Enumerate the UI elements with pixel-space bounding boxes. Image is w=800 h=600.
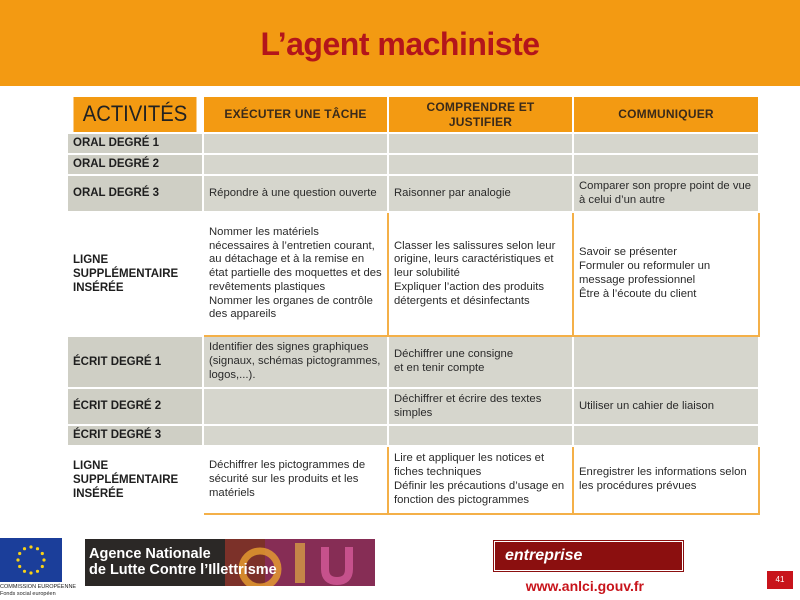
table-cell bbox=[573, 336, 759, 388]
table-cell: Déchiffrer une consigne et en tenir compte bbox=[388, 336, 573, 388]
anlci-line1: Agence Nationale bbox=[89, 546, 211, 562]
table-cell bbox=[573, 133, 759, 154]
row-label: ORAL DEGRÉ 3 bbox=[67, 175, 203, 212]
slide-title: L’agent machiniste bbox=[260, 26, 540, 62]
enterprise-label: entreprise bbox=[505, 547, 583, 564]
table-cell bbox=[203, 154, 388, 175]
anlci-name bbox=[89, 547, 277, 578]
table-cell: Comparer son propre point de vue à celui d’un autre bbox=[573, 175, 759, 212]
eu-caption: COMMISSION EUROPÉENNE Fonds social européen bbox=[0, 584, 77, 597]
row-label: ORAL DEGRÉ 2 bbox=[67, 154, 203, 175]
table-row bbox=[67, 446, 759, 514]
table-cell bbox=[203, 425, 388, 446]
table-cell: Nommer les matériels nécessaires à l’entretien courant, au détachage et à la remise en état partielle des moquettes et des revêtements plastiques Nommer les organes de contrôle des appareils bbox=[203, 212, 388, 336]
table-cell: Classer les salissures selon leur origine, leurs caractéristiques et leur solubilité Expliquer l’action des produits détergents et désinfectants bbox=[388, 212, 573, 336]
eu-stars-icon bbox=[0, 538, 62, 582]
table-cell: Déchiffrer et écrire des textes simples bbox=[388, 388, 573, 425]
table-cell: Répondre à une question ouverte bbox=[203, 175, 388, 212]
row-label: ORAL DEGRÉ 1 bbox=[67, 133, 203, 154]
eu-flag-logo bbox=[0, 538, 62, 582]
table-cell: Lire et appliquer les notices et fiches techniques Définir les précautions d’usage en fonction des pictogrammes bbox=[388, 446, 573, 514]
table-header-row bbox=[67, 96, 759, 133]
header-activites: ACTIVITÉS bbox=[72, 96, 197, 133]
table-row bbox=[67, 212, 759, 336]
row-label: ÉCRIT DEGRÉ 3 bbox=[67, 425, 203, 446]
row-label: LIGNE SUPPLÉMENTAIRE INSÉRÉE bbox=[67, 446, 203, 514]
table-cell bbox=[388, 154, 573, 175]
table-row bbox=[67, 425, 759, 446]
table-row bbox=[67, 133, 759, 154]
table-cell: Savoir se présenter Formuler ou reformuler un message professionnel Être à l’écoute du client bbox=[573, 212, 759, 336]
table-cell bbox=[573, 154, 759, 175]
table-cell: Déchiffrer les pictogrammes de sécurité sur les produits et les matériels bbox=[203, 446, 388, 514]
row-label: LIGNE SUPPLÉMENTAIRE INSÉRÉE bbox=[67, 212, 203, 336]
header-executer: EXÉCUTER UNE TÂCHE bbox=[203, 96, 388, 133]
table-row bbox=[67, 175, 759, 212]
anlci-line2: de Lutte Contre l’Illettrisme bbox=[89, 561, 277, 578]
table-cell bbox=[573, 425, 759, 446]
table-cell: Utiliser un cahier de liaison bbox=[573, 388, 759, 425]
table-row bbox=[67, 154, 759, 175]
page-number: 41 bbox=[767, 571, 793, 589]
table-cell bbox=[203, 388, 388, 425]
header-comprendre: COMPRENDRE ET JUSTIFIER bbox=[388, 96, 573, 133]
anlci-logo bbox=[85, 539, 375, 586]
header-communiquer: COMMUNIQUER bbox=[573, 96, 759, 133]
website-link[interactable]: www.anlci.gouv.fr bbox=[525, 578, 644, 594]
table-cell bbox=[388, 133, 573, 154]
table-cell: Enregistrer les informations selon les procédures prévues bbox=[573, 446, 759, 514]
row-label: ÉCRIT DEGRÉ 2 bbox=[67, 388, 203, 425]
table-cell: Raisonner par analogie bbox=[388, 175, 573, 212]
enterprise-banner bbox=[494, 541, 683, 571]
row-label: ÉCRIT DEGRÉ 1 bbox=[67, 336, 203, 388]
table-cell bbox=[203, 133, 388, 154]
table-row bbox=[67, 388, 759, 425]
table-cell bbox=[388, 425, 573, 446]
competency-table bbox=[66, 95, 760, 515]
table-row bbox=[67, 336, 759, 388]
table-cell: Identifier des signes graphiques (signaux, schémas pictogrammes, logos,...). bbox=[203, 336, 388, 388]
